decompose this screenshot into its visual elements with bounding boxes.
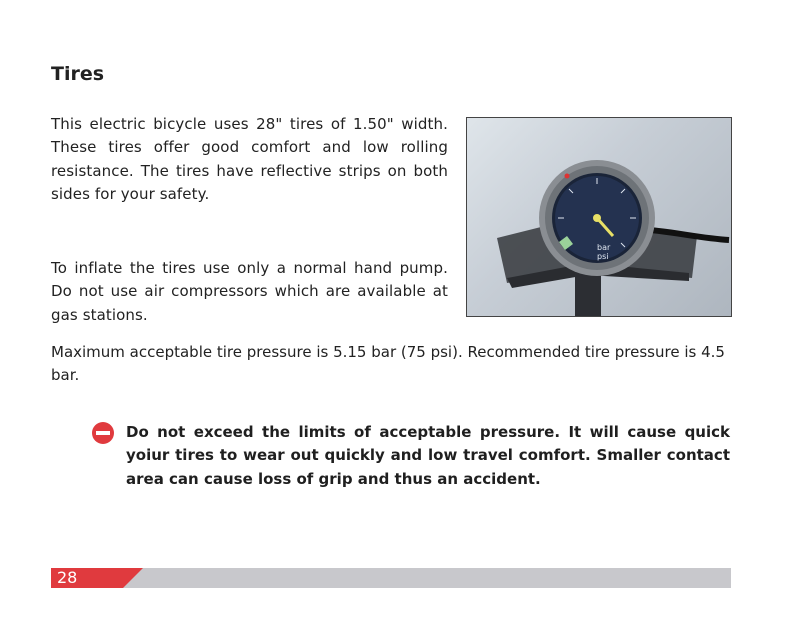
paragraph-tire-description: This electric bicycle uses 28" tires of 1.50" width. These tires offer good comfort and low rolling resistance. The tires have reflective strips on both sides for your safety.	[51, 115, 448, 203]
gauge-unit-bar: bar	[597, 243, 611, 252]
gauge-illustration	[467, 118, 731, 316]
gauge-unit-psi: psi	[597, 252, 609, 261]
page-number: 28	[57, 568, 78, 587]
page-footer	[51, 568, 731, 588]
section-title: Tires	[51, 63, 105, 85]
pressure-gauge-photo	[466, 117, 732, 317]
footer-bar	[51, 568, 731, 588]
no-entry-icon	[92, 422, 114, 444]
paragraph-inflation: To inflate the tires use only a normal hand pump. Do not use air compressors which are available at gas stations.	[51, 259, 448, 324]
paragraph-pressure-limits: Maximum acceptable tire pressure is 5.15 bar (75 psi). Recommended tire pressure is 4.5 bar.	[51, 343, 725, 385]
warning-text: Do not exceed the limits of acceptable pressure. It will cause quick yoiur tires to wear out quickly and low travel comfort. Smaller contact area can cause loss of grip and thus an accident.	[126, 423, 730, 488]
